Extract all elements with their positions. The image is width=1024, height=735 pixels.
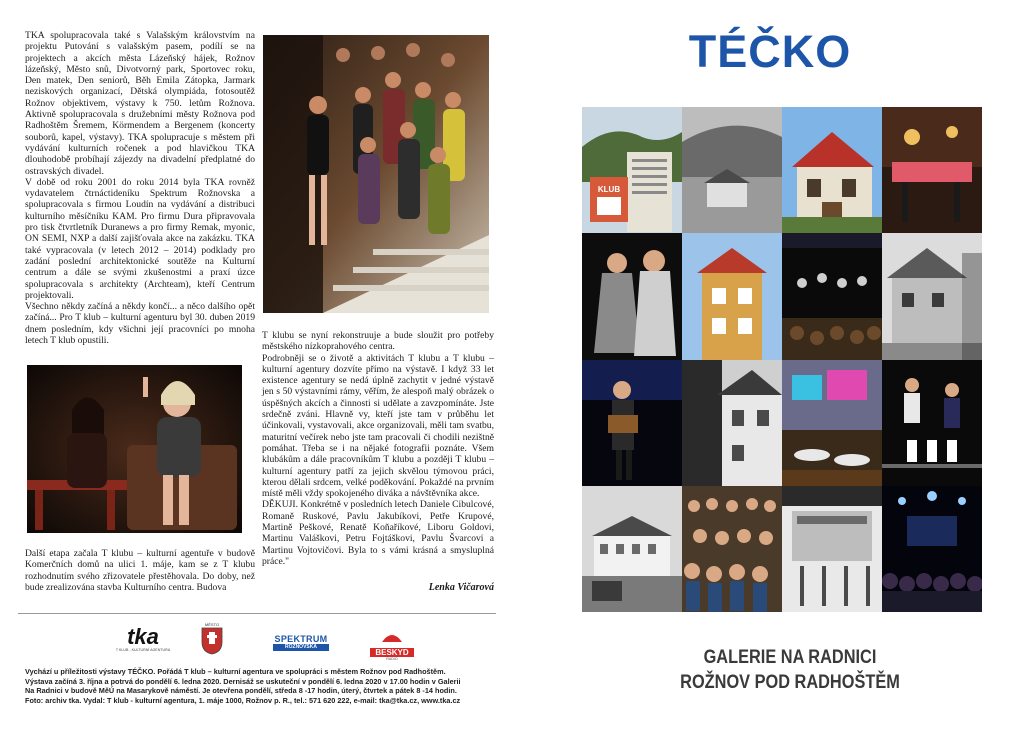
gallery-photo <box>782 107 882 233</box>
tka-logo-subtitle: T KLUB - KULTURNÍ AGENTURA <box>115 648 171 652</box>
gallery-photo <box>682 233 782 359</box>
beskyd-logo <box>370 630 414 660</box>
group-photo-stairs <box>263 35 489 313</box>
beskyd-logo-subtitle: RADIO <box>386 657 398 661</box>
tka-logo <box>113 626 173 658</box>
footer-line-2: Výstava začíná 3. října a potrvá do pondělí 6. ledna 2020. Dernisáž se uskuteční v pondělí 6. ledna 2020 v 17.00 hodin v Galerii <box>25 676 461 686</box>
middle-paragraph-3: DĚKUJI. Konkrétně v posledních letech Daniele Cibulcové, Romaně Ruskové, Pavlu Jakubíkovi, Petře Krupové, Martině Peškové, Renatě Koňaříkové, Liboru Goldovi, Martinu Valáškovi, Petru Fojtáškovi, Pavlu Švarcovi a Martinu Vojtovičovi. Byla to s vámi krásná a smysluplná práce." <box>262 499 494 567</box>
gallery-photo <box>882 233 982 359</box>
footer-line-1: Vychází u příležitosti výstavy TÉČKO. Pořádá T klub – kulturní agentura ve spolupráci s městem Rožnov pod Radhoštěm. <box>25 667 446 676</box>
imprint-footer <box>25 667 495 705</box>
spektrum-logo-top: SPEKTRUM <box>274 634 328 644</box>
footer-line-4: Foto: archiv tka. Vydal: T klub - kulturní agentura, 1. máje 1000, Rožnov p. R., tel.: 571 620 222, e-mail: tka@tka.cz, www.tka.cz <box>25 695 461 705</box>
gallery-photo <box>782 233 882 359</box>
left-bottom-paragraph: Další etapa začala T klubu – kulturní agentuře v budově Komerčních domů na ulici 1. máje, kam se z T klubu rozhodnutím svého zřizovatele přestěhovala. Do doby, než bude zrealizována stavba Kulturního centra. Budova <box>25 548 255 593</box>
left-paragraph-3: Všechno někdy začíná a někdy končí... a něco dalšího opět začíná... Pro T klub – kulturní agenturu byl 30. duben 2019 dnem posledním, kdy všichni její pracovníci po mnoha letech T klub opustili. <box>25 301 255 347</box>
gallery-photo <box>782 486 882 612</box>
photo-gallery-grid <box>582 107 982 612</box>
gallery-photo <box>582 486 682 612</box>
gallery-photo <box>882 486 982 612</box>
beskyd-mountain-icon <box>381 631 403 643</box>
gallery-photo <box>882 360 982 486</box>
middle-paragraph-1: T klubu se nyní rekonstruuje a bude sloužit pro potřeby městského nízkoprahového centra. <box>262 330 494 353</box>
middle-paragraph-2: Podrobněji se o životě a aktivitách T klubu a T klubu – kulturní agentury dozvíte přímo na výstavě. I když 33 let existence agentury se nedá úplně zachytit v jedné výstavě jen s 50 výstavními rámy, věřím, že alespoň malý obrázek o úspěšných akcích a činnosti si udělate a zavzpomínáte. Jste srdečně zváni. Hlavně vy, kteří jste tam v průběhu let účinkovali, vystavovali, akce organizovali, měli tam svatbu, maturitní večírek nebo jste tam pracovali či chodili nezištně pomáhat. Třeba se i na nějaké fotografii poznáte. Všem klubákům a dále pracovníkům T klubu a později T klubu – kulturní agentury patří za jejich skvělou týmovou práci, kterou dělali srdcem, velké poděkování. Pokaždé na prvním místě měli vždy spokojeného diváka a návštěvníka akce. <box>262 352 494 500</box>
middle-text-column <box>262 330 494 567</box>
left-text-column <box>25 30 255 346</box>
klub-sign-text: KLUB <box>597 185 621 194</box>
mesto-label: MĚSTO <box>204 622 220 627</box>
spektrum-logo-bottom: ROŽNOVSKA <box>273 644 329 651</box>
left-paragraph-2: V době od roku 2001 do roku 2014 byla TKA rovněž vydavatelem čtrnáctideníku Spektrum Rožnovska a spolupracovala s firmou Loudín na vydávání a distribuci kulturního měsíčníku KAM. Pro firmu Dura připravovala pro tisk čtvrtletník Duranews a pro firmy Remak, myonic, ON SEMI, NXP a další zajišťovala akce na zakázku. TKA také vypracovala (v letech 2012 – 2014) podklady pro zadání poslední architektonické soutěže na Kulturní centrum a dále se svými zkušenostmi a praxí úzce spolupracovala s architekty (Archteam), kteří Centrum projektovali. <box>25 176 255 301</box>
venue-line-1: GALERIE NA RADNICI <box>703 647 877 668</box>
left-paragraph-1: TKA spolupracovala také s Valašským královstvím na projektu Putování s valašským pasem, podílí se na projektech a akcích města Lázeňský hájek, Rožnov lázeňský, Město snů, Divotvorný park, Sportovec roku, Den matek, Den seniorů, Běh Emila Zátopka, Jarmark neziskových organizací, Dětská olympiáda, fotosoutěž Rožnov objektivem, výstavy k 750. letům Rožnova. Aktivně spolupracovala s družebními městy Rožnova pod Radhoštěm Šremem, Körmendem a Bergenem (koncerty souborů, kapel, výstavy). TKA spolupracuje s městem při vydávání kulturních ročenek a pod hlavičkou TKA dlouhodobě probíhají zájezdy na divadelní předplatné do ostravských divadel. <box>25 30 255 177</box>
partner-logos <box>18 620 496 665</box>
venue-line-2: ROŽNOV POD RADHOŠTĚM <box>680 672 900 693</box>
gallery-photo <box>682 107 782 233</box>
gallery-photo <box>582 233 682 359</box>
author-signature: Lenka Vičarová <box>428 582 494 593</box>
left-text-bottom <box>25 548 255 593</box>
footer-line-3: Na Radnici v budově MěÚ na Masarykově náměstí. Je otevřena pondělí, středa 8 -17 hodin, úterý, čtvrtek a pátek 8 -14 hodin. <box>25 686 457 696</box>
spektrum-logo <box>273 634 329 654</box>
mesto-crest-logo <box>198 622 226 662</box>
gallery-photo <box>582 360 682 486</box>
cover-title: TÉČKO <box>688 26 852 77</box>
venue-block <box>644 645 936 695</box>
footer-divider <box>18 613 496 614</box>
gallery-photo <box>582 107 682 233</box>
stage-performance-photo <box>27 365 242 533</box>
tka-logo-text: tka <box>127 624 159 649</box>
gallery-photo <box>682 486 782 612</box>
gallery-photo <box>882 107 982 233</box>
beskyd-logo-text: BESKYD <box>370 648 414 657</box>
gallery-photo <box>782 360 882 486</box>
crest-icon <box>201 627 223 655</box>
gallery-photo <box>682 360 782 486</box>
